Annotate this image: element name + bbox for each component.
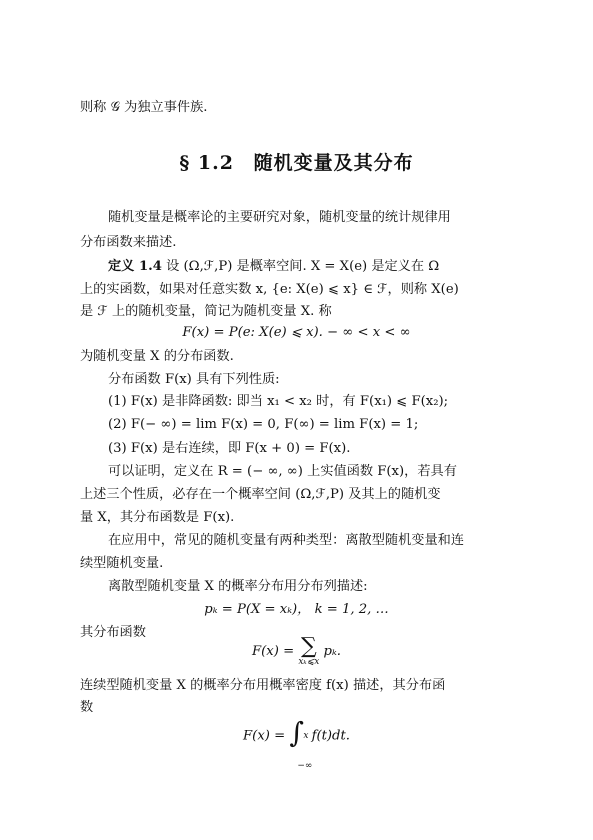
paragraph-line: 在应用中，常见的随机变量有两种类型：离散型随机变量和连 (108, 533, 465, 548)
paragraph-line: 续型随机变量. (80, 556, 164, 571)
paragraph-line: 上述三个性质，必存在一个概率空间 (Ω,ℱ,P) 及其上的随机变 (80, 487, 441, 502)
formula-pmf: pₖ = P(X = xₖ)， k = 1, 2, … (204, 602, 389, 617)
paragraph-line: 量 X，其分布函数是 F(x). (80, 510, 235, 525)
paragraph-line: 为随机变量 X 的分布函数. (80, 349, 234, 364)
sum-symbol: ∑ (300, 634, 317, 659)
section-title: 随机变量及其分布 (253, 152, 414, 174)
paragraph-line: 数 (80, 700, 94, 715)
formula-integral (0, 716, 593, 771)
definition-text: 设 (Ω,ℱ,P) 是概率空间. X = X(e) 是定义在 Ω (161, 259, 440, 274)
sum-right: pₖ. (323, 644, 341, 659)
paragraph-line: 分布函数来描述. (80, 235, 177, 250)
paragraph-line: 其分布函数 (80, 625, 146, 640)
sum-subscript: xₖ⩽x (298, 657, 320, 667)
paragraph-line: 是 ℱ 上的随机变量，简记为随机变量 X. 称 (80, 304, 332, 319)
paragraph-line: 可以证明，定义在 R = (− ∞, ∞) 上实值函数 F(x)，若具有 (108, 464, 457, 479)
paragraph-line: 连续型随机变量 X 的概率分布用概率密度 f(x) 描述，其分布函 (80, 678, 446, 693)
integral-right: f(t)dt. (311, 728, 350, 744)
sum-left: F(x) = (252, 644, 295, 659)
paragraph-line: 则称 𝒢 为独立事件族. (80, 100, 208, 115)
formula-cdf: F(x) = P(e: X(e) ⩽ x). − ∞ < x < ∞ (182, 325, 411, 340)
integral-lower-limit: −∞ (297, 761, 313, 771)
property-item: (1) F(x) 是非降函数: 即当 x₁ < x₂ 时，有 F(x₁) ⩽ F(x₂); (108, 394, 449, 409)
integral-operator (289, 716, 313, 771)
sum-operator (298, 636, 319, 667)
integral-upper-limit: x (303, 731, 309, 741)
section-number: § 1.2 (179, 152, 234, 174)
property-item: (2) F(− ∞) = lim F(x) = 0, F(∞) = lim F(x) = 1; (108, 417, 419, 432)
paragraph-line: 分布函数 F(x) 具有下列性质: (108, 372, 280, 387)
integral-left: F(x) = (243, 728, 286, 744)
integral-symbol: ∫ (289, 716, 304, 749)
section-heading (0, 148, 593, 175)
formula-sum (0, 634, 593, 670)
property-item: (3) F(x) 是右连续，即 F(x + 0) = F(x). (108, 441, 351, 456)
paragraph-line: 随机变量是概率论的主要研究对象，随机变量的统计规律用 (108, 210, 451, 225)
paragraph-line: 离散型随机变量 X 的概率分布用分布列描述: (108, 579, 368, 594)
definition-label: 定义 1.4 (108, 259, 162, 274)
definition-line (108, 258, 439, 276)
paragraph-line: 上的实函数，如果对任意实数 x, {e: X(e) ⩽ x} ∈ ℱ，则称 X(e) (80, 282, 459, 297)
